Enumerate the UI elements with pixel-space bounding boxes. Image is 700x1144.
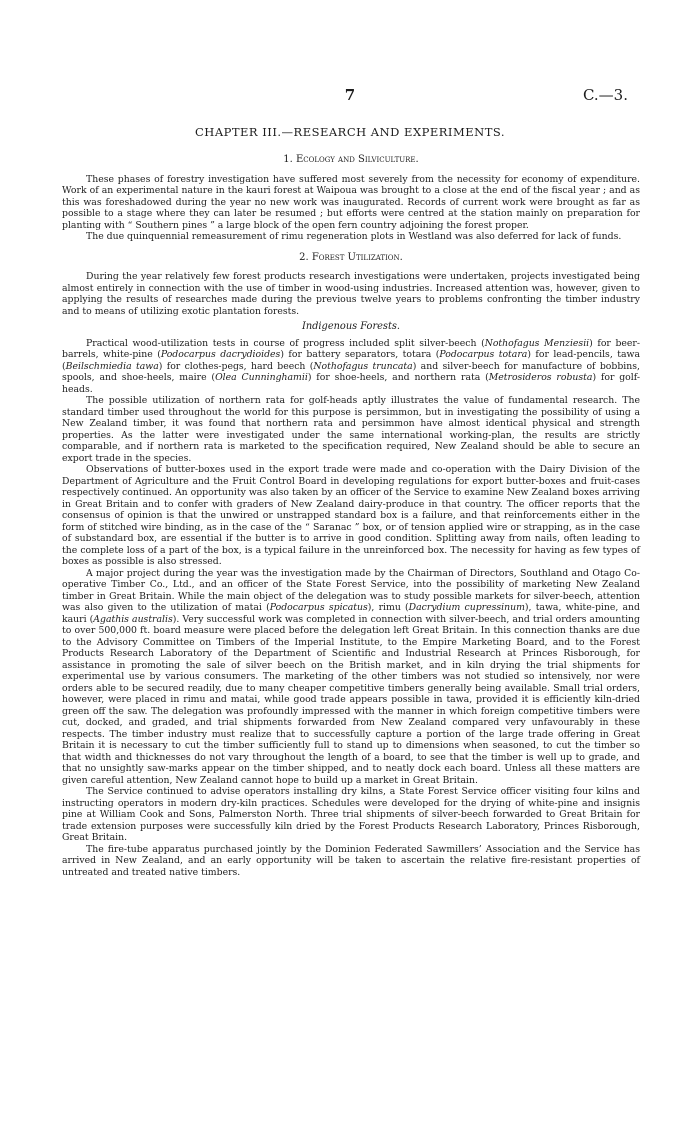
paragraph-butter-boxes: Observations of butter-boxes used in the export trade were made and co-operation with the Dairy Division of the Department of Agriculture and the Fruit Control Board in developing regulations for export butter-boxes and fruit-cases respectively continued. An opportunity was also taken by an officer of the Service to examine New Zealand boxes arriving in Great Britain and to confer with graders of New Zealand dairy-produce in that country. The officer reports that the consensus of opinion is that the unwired or unstrapped standard box is a failure, and that reinforcements either in the form of stitched wire binding, as in the case of the “ Saranac ” box, or of tension applied wire or strapping, as in the case of substandard box, are essential if the butter is to arrive in good condition. Splitting away from nails, often leading to the complete loss of a part of the box, is a typical failure in the unreinforced box. The necessity for having as few types of boxes as possible is also stressed.: [62, 464, 640, 567]
paragraph: During the year relatively few forest products research investigations were undertaken, projects investigated being almost entirely in connection with the use of timber in wood-using industries. Increased attention was, however, given to applying the results of researches made during the previous twelve years to problems confronting the timber industry and to means of utilizing exotic plantation forests.: [62, 271, 640, 317]
paragraph: These phases of forestry investigation have suffered most severely from the necessity for economy of expenditure. Work of an experimental nature in the kauri forest at Waipoua was brought to a close at the end of the fiscal year ; and as this was foreshadowed during the year no new work was inaugurated. Records of current work were brought as far as possible to a stage where they can later be resumed ; but efforts were centred at the station mainly on preparation for planting with “ Southern pines ” a large block of the open fern country adjoining the forest proper.: [62, 173, 640, 231]
species-name: Olea Cunninghamii: [215, 372, 308, 383]
page-number: 7: [344, 86, 356, 104]
species-name: Metrosideros robusta: [488, 372, 593, 383]
paragraph: The due quinquennial remeasurement of rimu regeneration plots in Westland was also deferred for lack of funds.: [86, 231, 622, 242]
subheading-indigenous-forests: Indigenous Forests.: [301, 321, 401, 332]
species-name: Podocarpus spicatus: [269, 602, 368, 613]
species-name: Agathis australis: [93, 613, 173, 625]
document-reference: C.—3.: [582, 86, 628, 104]
species-name: Podocarpus totara: [439, 349, 528, 360]
paragraph-dry-kilns: The Service continued to advise operators installing dry kilns, a State Forest Service officer visiting four kilns and instructing operators in modern dry-kiln practices. Schedules were developed for the drying of white-pine and insignis pine at William Cook and Sons, Palmerston North. Three trial shipments of silver-beech forwarded to Great Britain for trade extension purposes were successfully kiln dried by the Forest Products Research Laboratory, Princes Risborough, Great Britain.: [62, 786, 640, 843]
species-name: Dacrydium cupressinum: [408, 602, 525, 613]
section-heading-utilization: 2. Forest Utilization.: [299, 251, 403, 263]
species-name: Podocarpus dacrydioides: [160, 349, 281, 360]
paragraph-wood-utilization-tests: Practical wood-utilization tests in course of progress included split silver-beech (Nothofagus Menziesii) for beer-barrels, white-pine (Podocarpus dacrydioides) for battery separators, totara (Podocarpus totara) for lead-pencils, tawa (Beilschmiedia tawa) for clothes-pegs, hard beech (Nothofagus truncata) and silver-beech for manufacture of bobbins, spools, and shoe-heels, maire (Olea Cunninghamii) for shoe-heels, and northern rata (Metrosideros robusta) for golf-heads.: [62, 337, 641, 395]
body-column: [62, 151, 640, 878]
paragraph-fire-tube: The fire-tube apparatus purchased jointly by the Dominion Federated Sawmillers’ Association and the Service has arrived in New Zealand, and an early opportunity will be taken to ascertain the relative fire-resistant properties of untreated and treated native timbers.: [62, 843, 640, 878]
species-name: Beilschmiedia tawa: [65, 360, 159, 372]
section-heading-ecology: 1. Ecology and Silviculture.: [283, 154, 419, 165]
species-name: Nothofagus Menziesii: [484, 337, 590, 349]
species-name: Nothofagus truncata: [313, 360, 413, 372]
paragraph-northern-rata: The possible utilization of northern rata for golf-heads aptly illustrates the value of fundamental research. The standard timber used throughout the world for this purpose is persimmon, but in investigating the possibility of using a New Zealand timber, it was found that northern rata and persimmon have almost identical physical and strength properties. As the latter were investigated under the same international working-plan, the results are strictly comparable, and if northern rata is marketed to the specification required, New Zealand should be able to secure an export trade in the species.: [62, 395, 640, 464]
paragraph-major-project: A major project during the year was the investigation made by the Chairman of Directors, Southland and Otago Co-operative Timber Co., Ltd., and an officer of the State Forest Service, into the possibility of marketing New Zealand timber in Great Britain. While the main object of the delegation was to study possible markets for silver-beech, attention was also given to the utilization of matai (Podocarpus spicatus), rimu (Dacrydium cupressinum), tawa, white-pine, and kauri (Agathis australis). Very successful work was completed in connection with silver-beech, and trial orders amounting to over 500,000 ft. board measure were placed before the delegation left Great Britain. In this connection thanks are due to the Advisory Committee on Timbers of the Imperial Institute, to the Empire Marketing Board, and to the Forest Products Research Laboratory of the Department of Scientific and Industrial Research at Princes Risborough, for assistance in promoting the sale of silver beech on the British market, and in kiln drying the trial shipments for experimental use by various consumers. The marketing of the other timbers was not studied so intensively, nor were orders able to be secured readily, due to many cheaper competitive timbers generally being available. Small trial orders, however, were placed in rimu and matai, while good trade appears possible in tawa, provided it is efficiently kiln-dried green off the saw. The delegation was profoundly impressed with the manner in which foreign competitive timbers were cut, docked, and graded, and trial shipments forwarded from New Zealand compared very unfavourably in these respects. The timber industry must realize that to successfully capture a portion of the large trade offering in Great Britain it is necessary to cut the timber sufficiently full to stand up to dimensions when seasoned, to cut the timber so that width and thicknesses do not vary throughout the length of a board, to see that the timber is well up to grade, and that no unsightly saw-marks appear on the timber shipped, and to neatly dock each board. Unless all these matters are given careful attention, New Zealand cannot hope to build up a market in Great Britain.: [62, 567, 640, 786]
chapter-title: CHAPTER III.—RESEARCH AND EXPERIMENTS.: [195, 125, 505, 139]
